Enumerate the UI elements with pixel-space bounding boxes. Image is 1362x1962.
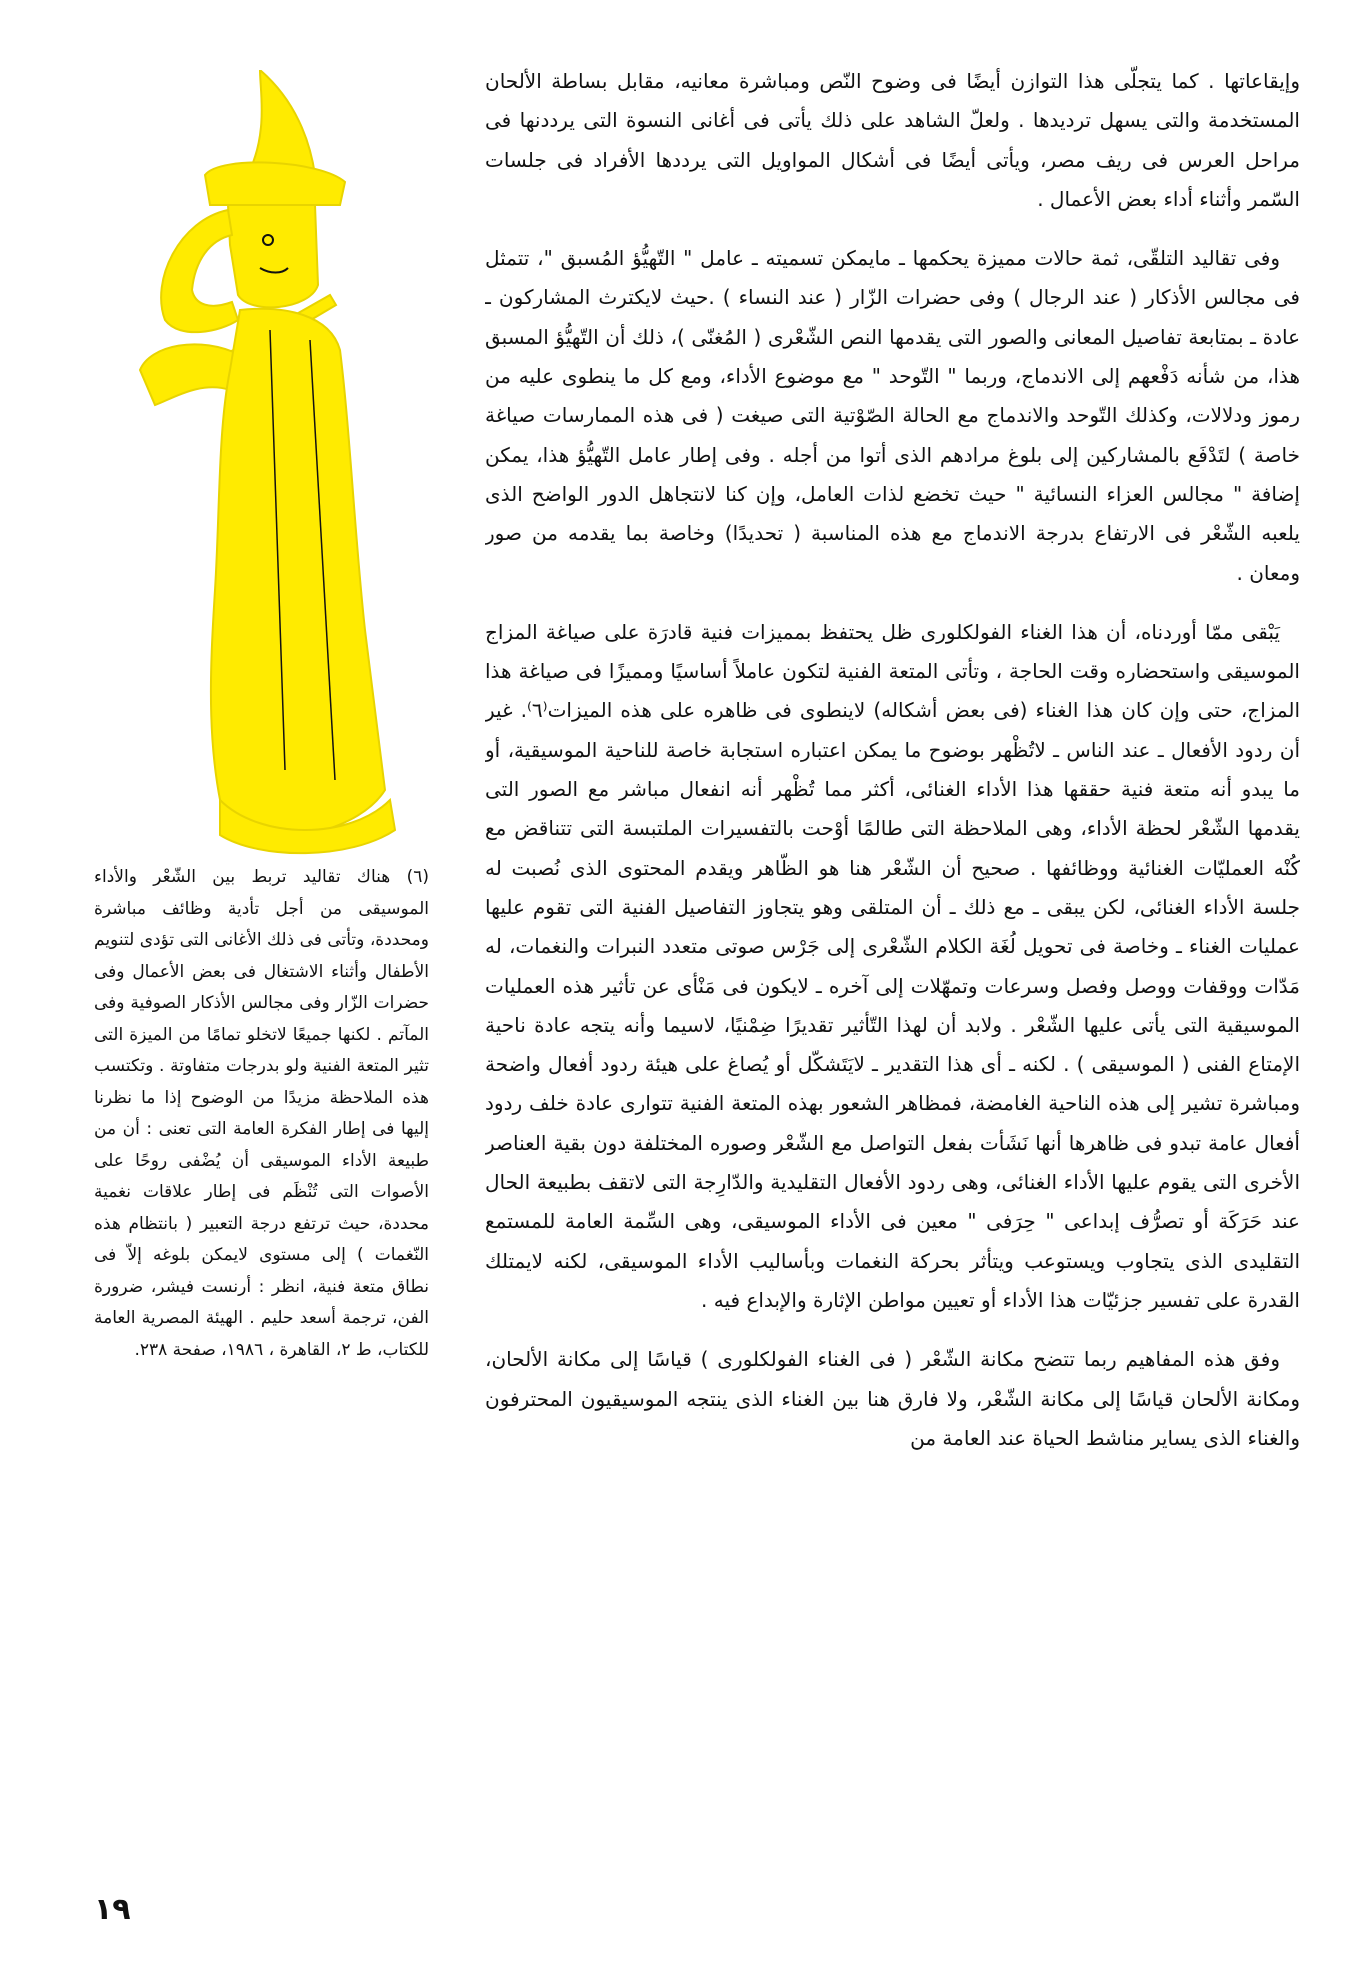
footnote-text: (٦) هناك تقاليد تربط بين الشّعْر والأداء الموسيقى من أجل تأدية وظائف مباشرة ومحددة، وتأتى فى ذلك الأغانى التى تؤدى لتنويم الأطفال وأثناء الاشتغال فى بعض الأعمال وفى حضرات الزّار وفى مجالس الأذكار الصوفية وفى المآتم . لكنها جميعًا لاتخلو تمامًا من الميزة التى تثير المتعة الفنية ولو بدرجات متفاوتة . وتكتسب هذه الملاحظة مزيدًا من الوضوح إذا ما نظرنا إليها فى إطار الفكرة العامة التى تعنى : أن من طبيعة الأداء الموسيقى أن يُضْفى روحًا على الأصوات التى تُنْظَم فى إطار علاقات نغمية محددة، حيث ترتفع درجة التعبير ( بانتظام هذه النّغمات ) إلى مستوى لايمكن بلوغه إلاّ فى نطاق متعة فنية، انظر : أرنست فيشر، ضرورة الفن، ترجمة أسعد حليم . الهيئة المصرية العامة للكتاب، ط ٢، القاهرة ، ١٩٨٦، صفحة ٢٣٨. xyxy=(94,867,429,1360)
footnote-column xyxy=(94,862,429,1722)
page-number: ١٩ xyxy=(94,1892,131,1927)
body-paragraph: وإيقاعاتها . كما يتجلّى هذا التوازن أيضًا فى وضوح النّص ومباشرة معانيه، مقابل بساطة الألحان المستخدمة والتى يسهل ترديدها . ولعلّ الشاهد على ذلك يأتى فى أغانى النسوة التى يرددنها فى مراحل العرس فى ريف مصر، ويأتى أيضًا فى أشكال المواويل التى يرددها الأفراد فى جلسات السّمر وأثناء أداء بعض الأعمال . xyxy=(485,69,1300,211)
body-paragraph: يَبْقى ممّا أوردناه، أن هذا الغناء الفولكلورى ظل يحتفظ بمميزات فنية قادرَة على صياغة المزاج الموسيقى واستحضاره وقت الحاجة ، وتأتى المتعة الفنية لتكون عاملاً أساسيًا ومميزًا فى صياغة هذا المزاج، حتى وإن كان هذا الغناء (فى بعض أشكاله) لاينطوى فى ظاهره على هذه الميزات⁽٦⁾. غير أن ردود الأفعال ـ عند الناس ـ لاتُظْهر بوضوح ما يمكن اعتباره استجابة خاصة للناحية الموسيقية، أو ما يبدو أنه متعة فنية حققها هذا الأداء الغنائى، أكثر مما تُظْهر أنه انفعال مباشر مع الصور التى يقدمها الشّعْر لحظة الأداء، وهى الملاحظة التى طالمًا أوْحت بالتفسيرات الملتبسة التى تتناقض مع كُنْه العمليّات الغنائية ووظائفها . صحيح أن الشّعْر هنا هو الظّاهر ويقدم المحتوى الذى نُصبت له جلسة الأداء الغنائى، لكن يبقى ـ مع ذلك ـ أن المتلقى وهو يتجاوز التفاصيل الفنية التى تقوم عليها عمليات الغناء ـ وخاصة فى تحويل لُغَة الكلام الشّعْرى إلى جَرْس صوتى متعدد النبرات والنغمات، له مَدّات ووقفات ووصل وفصل وسرعات وتمهّلات إلى آخره ـ لايكون فى مَنْأى عن تأثير هذه العمليات الموسيقية التى يأتى عليها الشّعْر . ولابد أن لهذا التّأثير تقديرًا ضِمْنيًا، لاسيما وأنه يتجه عادة ناحية الإمتاع الفنى ( الموسيقى ) . لكنه ـ أى هذا التقدير ـ لايَتَشكّل أو يُصاغ على هيئة ردود أفعال واضحة ومباشرة تشير إلى هذه الناحية الغامضة، فمظاهر الشعور بهذه المتعة الفنية تتوارى عادة خلف ردود أفعال عامة تبدو فى ظاهرها أنها نَشَأت بفعل التواصل مع الشّعْر وصوره المختلفة دون بقية العناصر الأخرى التى يقوم عليها الأداء الغنائى، وهى ردود الأفعال التقليدية والدّارِجة التى لاتقف بطبيعة الحال عند حَرَكَة أو تصرُّف إبداعى " حِرَفى " معين فى الأداء الموسيقى، وهى السِّمة العامة للمستمع التقليدى الذى يتجاوب ويستوعب ويتأثر بحركة النغمات وبأساليب الأداء الموسيقى، لكنه لايمتلك القدرة على تفسير جزئيّات هذا الأداء أو تعيين مواطن الإثارة والإبداع فيه . xyxy=(485,619,1300,1312)
body-paragraph: وفق هذه المفاهيم ربما تتضح مكانة الشّعْر ( فى الغناء الفولكلورى ) قياسًا إلى مكانة الألحان، ومكانة الألحان قياسًا إلى مكانة الشّعْر، ولا فارق هنا بين الغناء الذى ينتجه الموسيقيون المحترفون والغناء الذى يساير مناشط الحياة عند العامة من xyxy=(485,1347,1300,1450)
main-text-column xyxy=(485,62,1300,1862)
musician-illustration xyxy=(110,70,440,860)
musician-figure xyxy=(110,70,440,860)
body-paragraph: وفى تقاليد التلقّى، ثمة حالات مميزة يحكمها ـ مايمكن تسميته ـ عامل " التّهيُّؤ المُسبق "، تتمثل فى مجالس الأذكار ( عند الرجال ) وفى حضرات الزّار ( عند النساء ) .حيث لايكترث المشاركون ـ عادة ـ بمتابعة تفاصيل المعانى والصور التى يقدمها النص الشّعْرى ( المُغنّى )، ذلك أن التّهيُّؤ المسبق هذا، من شأنه دَفْعهم إلى الاندماج، وربما " التّوحد " مع موضوع الأداء، ومع كل ما ينطوى عليه من رموز ودلالات، وكذلك التّوحد والاندماج مع الحالة الصّوْتية التى صيغت ( فى هذه الممارسات صياغة خاصة ) لتَدْفَع بالمشاركين إلى بلوغ مرادهم الذى أتوا من أجله . وفى إطار عامل التّهيُّؤ هذا، يمكن إضافة " مجالس العزاء النسائية " حيث تخضع لذات العامل، وإن كنا لانتجاهل الدور الواضح الذى يلعبه الشّعْر فى الارتفاع بدرجة الاندماج مع هذه المناسبة ( تحديدًا) وخاصة بما يقدمه من صور ومعان . xyxy=(485,246,1300,585)
